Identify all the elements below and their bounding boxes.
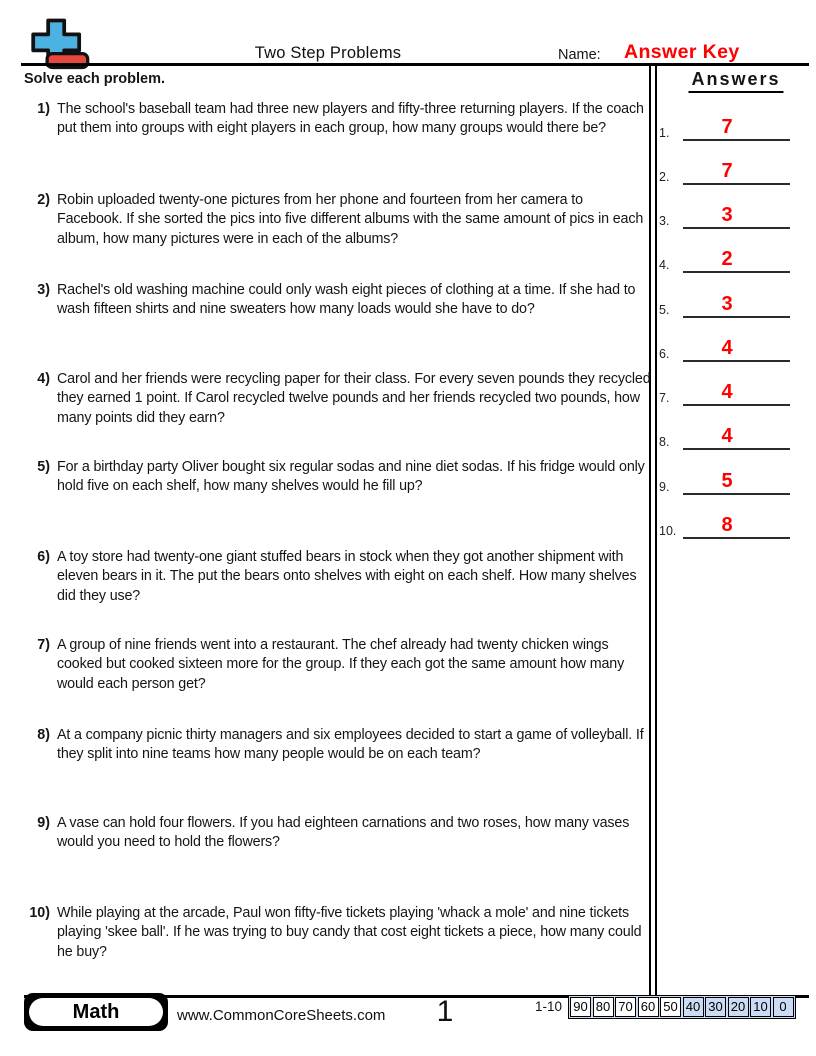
answer-value: 7 (721, 160, 733, 182)
answer-value: 4 (721, 337, 733, 359)
answer-number: 8. (659, 435, 670, 449)
problem-item (24, 548, 652, 606)
problem-text: At a company picnic thirty managers and six employees decided to start a game of volleyball. If they split into nine teams how many people would be on each team? (57, 727, 644, 763)
score-cell: 80 (593, 997, 614, 1017)
problem-item (24, 191, 652, 249)
problem-text: A group of nine friends went into a restaurant. The chef already had twenty chicken wings cooked but cooked sixteen more for the group. If they each got the same amount how many would each person get? (57, 637, 625, 692)
problem-text: A toy store had twenty-one giant stuffed bears in stock when they got another shipment with eleven bears in it. The put the bears onto shelves with eight on each shelf. How many shelves did they use? (57, 549, 637, 604)
problem-number: 7) (37, 637, 50, 653)
score-cell: 20 (728, 997, 749, 1017)
problem-number: 5) (37, 459, 50, 475)
score-cell: 40 (683, 997, 704, 1017)
instruction-text: Solve each problem. (24, 71, 166, 87)
problem-text: A vase can hold four flowers. If you had eighteen carnations and two roses, how many vases would you need to hold the flowers? (57, 815, 630, 851)
problem-text: The school's baseball team had three new players and fifty-three returning players. If the coach put them into groups with eight players in each group, how many groups would there be? (57, 101, 644, 137)
problem-number: 3) (37, 282, 50, 298)
answer-number: 7. (659, 391, 670, 405)
subject-badge (24, 993, 168, 1031)
answer-value: 4 (721, 381, 733, 403)
score-cell: 30 (705, 997, 726, 1017)
problem-number: 2) (37, 192, 50, 208)
problem-item (24, 904, 652, 962)
problem-number: 1) (37, 101, 50, 117)
problem-text: While playing at the arcade, Paul won fifty-five tickets playing 'whack a mole' and nine tickets playing 'skee ball'. If he was trying to buy candy that cost eight tickets a piece, how many could he buy? (57, 905, 642, 960)
answer-number: 9. (659, 480, 670, 494)
answer-value: 4 (721, 425, 733, 447)
problem-text: Rachel's old washing machine could only wash eight pieces of clothing at a time. If she had to wash fifteen shirts and nine sweaters how many loads would she have to do? (57, 282, 636, 318)
answer-number: 2. (659, 170, 670, 184)
problem-item (24, 458, 652, 497)
score-cell: 90 (570, 997, 591, 1017)
problem-number: 4) (37, 371, 50, 387)
subject-badge-label: Math (29, 998, 163, 1026)
score-cell: 60 (638, 997, 659, 1017)
answer-value: 7 (721, 116, 733, 138)
problem-text: Robin uploaded twenty-one pictures from her phone and fourteen from her camera to Facebook. If she sorted the pics into five different albums with the same amount of pics in each album, how many pictures were in each of the albums? (57, 192, 644, 247)
problem-number: 6) (37, 549, 50, 565)
website-text: www.CommonCoreSheets.com (177, 1007, 386, 1024)
problem-item (24, 100, 652, 139)
score-cell: 50 (660, 997, 681, 1017)
answer-row (656, 335, 798, 362)
answer-row (656, 114, 798, 141)
problem-item (24, 370, 652, 428)
answer-value: 2 (721, 248, 733, 270)
page-number: 1 (436, 995, 454, 1028)
score-cell: 70 (615, 997, 636, 1017)
problem-item (24, 726, 652, 765)
answers-heading: Answers (688, 69, 783, 93)
answer-value: 3 (721, 293, 733, 315)
answer-value: 5 (721, 470, 733, 492)
problem-item (24, 814, 652, 853)
score-grid (568, 995, 796, 1019)
score-cell: 0 (773, 997, 794, 1017)
score-cell: 10 (750, 997, 771, 1017)
score-range-label: 1-10 (534, 999, 562, 1014)
worksheet-title: Two Step Problems (254, 44, 402, 62)
answer-number: 10. (659, 524, 677, 538)
answer-value: 3 (721, 204, 733, 226)
problem-text: Carol and her friends were recycling paper for their class. For every seven pounds they recycled they earned 1 point. If Carol recycled twelve pounds and her friends recycled two pounds, how many points did they earn? (57, 371, 651, 426)
problem-number: 10) (29, 905, 50, 921)
header-divider-line (21, 63, 809, 66)
answer-number: 6. (659, 347, 670, 361)
name-label: Name: (558, 47, 601, 63)
problem-number: 8) (37, 727, 50, 743)
answer-key-label: Answer Key (624, 41, 740, 63)
answer-value: 8 (721, 514, 733, 536)
answer-row (656, 246, 798, 273)
answer-row (656, 158, 798, 185)
answer-row (656, 202, 798, 229)
answer-number: 1. (659, 126, 670, 140)
answer-row (656, 379, 798, 406)
problem-item (24, 281, 652, 320)
problem-item (24, 636, 652, 694)
answer-number: 5. (659, 303, 670, 317)
problem-text: For a birthday party Oliver bought six regular sodas and nine diet sodas. If his fridge would only hold five on each shelf, how many shelves would he fill up? (57, 459, 645, 495)
answer-number: 3. (659, 214, 670, 228)
answer-number: 4. (659, 258, 670, 272)
problem-number: 9) (37, 815, 50, 831)
answer-row (656, 468, 798, 495)
answer-row (656, 512, 798, 539)
answer-row (656, 423, 798, 450)
answer-row (656, 291, 798, 318)
